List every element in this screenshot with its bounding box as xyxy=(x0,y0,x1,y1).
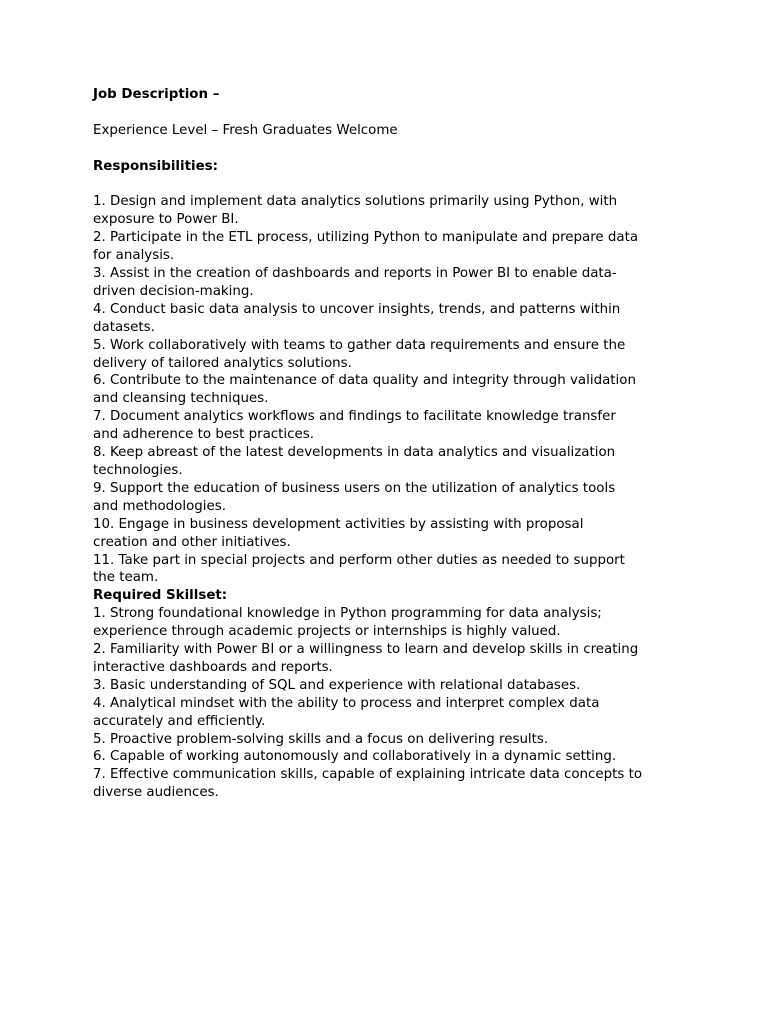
responsibility-item-line: and methodologies. xyxy=(93,498,226,514)
responsibility-item xyxy=(93,301,678,337)
skill-item-line: 3. Basic understanding of SQL and experience with relational databases. xyxy=(93,677,581,693)
responsibility-item-line: 1. Design and implement data analytics solutions primarily using Python, with xyxy=(93,194,618,210)
skill-item-line: 5. Proactive problem-solving skills and a focus on delivering results. xyxy=(93,731,549,747)
responsibility-item xyxy=(93,480,678,516)
skill-item xyxy=(93,641,678,677)
skillset-heading: Required Skillset: xyxy=(93,588,228,604)
skill-item-line: interactive dashboards and reports. xyxy=(93,659,333,675)
responsibility-item-line: exposure to Power BI. xyxy=(93,212,239,228)
responsibility-item-line: datasets. xyxy=(93,319,155,335)
responsibility-item-line: technologies. xyxy=(93,462,183,478)
experience-level: Experience Level – Fresh Graduates Welcome xyxy=(93,122,398,138)
responsibility-item xyxy=(93,337,678,373)
responsibility-item-line: 5. Work collaboratively with teams to gather data requirements and ensure the xyxy=(93,337,626,353)
responsibility-item xyxy=(93,552,678,588)
skill-item-line: accurately and efficiently. xyxy=(93,713,266,729)
responsibility-item-line: and cleansing techniques. xyxy=(93,391,269,407)
responsibility-item-line: driven decision-making. xyxy=(93,283,254,299)
responsibility-item-line: 3. Assist in the creation of dashboards and reports in Power BI to enable data- xyxy=(93,266,617,282)
responsibility-item xyxy=(93,193,678,229)
responsibility-item-line: 6. Contribute to the maintenance of data quality and integrity through validation xyxy=(93,373,636,389)
skill-item-line: 2. Familiarity with Power BI or a willingness to learn and develop skills in creating xyxy=(93,642,639,658)
responsibility-item-line: for analysis. xyxy=(93,248,175,264)
responsibility-item-line: 4. Conduct basic data analysis to uncover insights, trends, and patterns within xyxy=(93,301,621,317)
responsibility-item xyxy=(93,408,678,444)
skill-item-line: experience through academic projects or internships is highly valued. xyxy=(93,624,561,640)
skill-item-line: 6. Capable of working autonomously and collaboratively in a dynamic setting. xyxy=(93,749,617,765)
responsibility-item-line: 10. Engage in business development activities by assisting with proposal xyxy=(93,516,584,532)
skills-list xyxy=(93,605,678,802)
skill-item xyxy=(93,605,678,641)
responsibility-item xyxy=(93,372,678,408)
responsibility-item-line: and adherence to best practices. xyxy=(93,427,314,443)
skill-item-line: 1. Strong foundational knowledge in Python programming for data analysis; xyxy=(93,606,602,622)
responsibility-item xyxy=(93,229,678,265)
responsibility-item xyxy=(93,516,678,552)
document-title: Job Description – xyxy=(93,87,220,102)
skill-item xyxy=(93,731,678,749)
responsibility-item-line: 8. Keep abreast of the latest developments in data analytics and visualization xyxy=(93,445,616,461)
responsibility-item-line: 11. Take part in special projects and perform other duties as needed to support xyxy=(93,552,625,568)
skill-item xyxy=(93,677,678,695)
skill-item-line: 4. Analytical mindset with the ability to process and interpret complex data xyxy=(93,695,600,711)
skill-item xyxy=(93,748,678,766)
responsibility-item-line: creation and other initiatives. xyxy=(93,534,291,550)
responsibilities-list xyxy=(93,193,678,587)
skill-item-line: diverse audiences. xyxy=(93,785,219,801)
responsibility-item xyxy=(93,444,678,480)
responsibility-item-line: 9. Support the education of business users on the utilization of analytics tools xyxy=(93,480,616,496)
responsibility-item xyxy=(93,265,678,301)
responsibility-item-line: 2. Participate in the ETL process, utilizing Python to manipulate and prepare data xyxy=(93,230,639,246)
skill-item xyxy=(93,695,678,731)
skill-item xyxy=(93,766,678,802)
responsibility-item-line: delivery of tailored analytics solutions. xyxy=(93,355,352,371)
responsibility-item-line: 7. Document analytics workflows and findings to facilitate knowledge transfer xyxy=(93,409,616,425)
responsibilities-heading: Responsibilities: xyxy=(93,158,218,174)
responsibility-item-line: the team. xyxy=(93,570,159,586)
skill-item-line: 7. Effective communication skills, capable of explaining intricate data concepts to xyxy=(93,767,643,783)
